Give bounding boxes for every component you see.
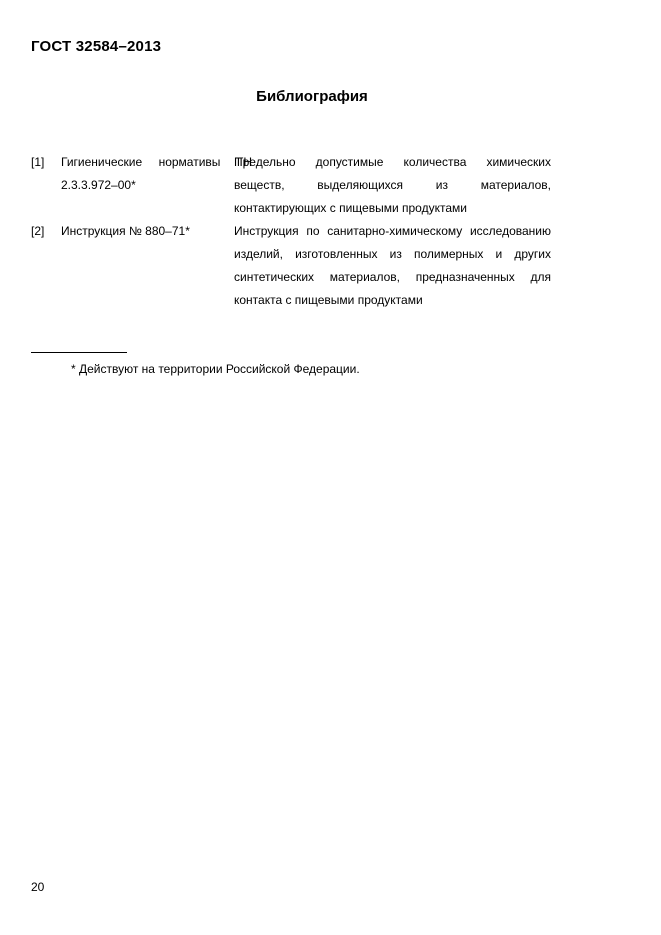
entry-source: Гигиенические нормативы ГН 2.3.3.972–00* [61,155,252,192]
entry-description: Инструкция по санитарно-химическому исследованию изделий, изготовленных из полимерных и других синтетических материалов, предназначенных для контакта с пищевыми продуктами [234,224,551,307]
bibliography-entry [31,220,551,312]
section-title: Библиография [256,88,368,105]
entry-source: Инструкция № 880–71* [61,224,190,238]
footnote-divider [31,352,127,353]
entry-number: [1] [31,155,45,169]
page-number: 20 [31,880,45,894]
footnote: * Действуют на территории Российской Федерации. [71,362,360,376]
entry-description: Предельно допустимые количества химических веществ, выделяющихся из материалов, контактирующих с пищевыми продуктами [234,155,551,215]
document-header: ГОСТ 32584–2013 [31,38,162,55]
entry-number: [2] [31,224,45,238]
bibliography-entry [31,151,551,220]
